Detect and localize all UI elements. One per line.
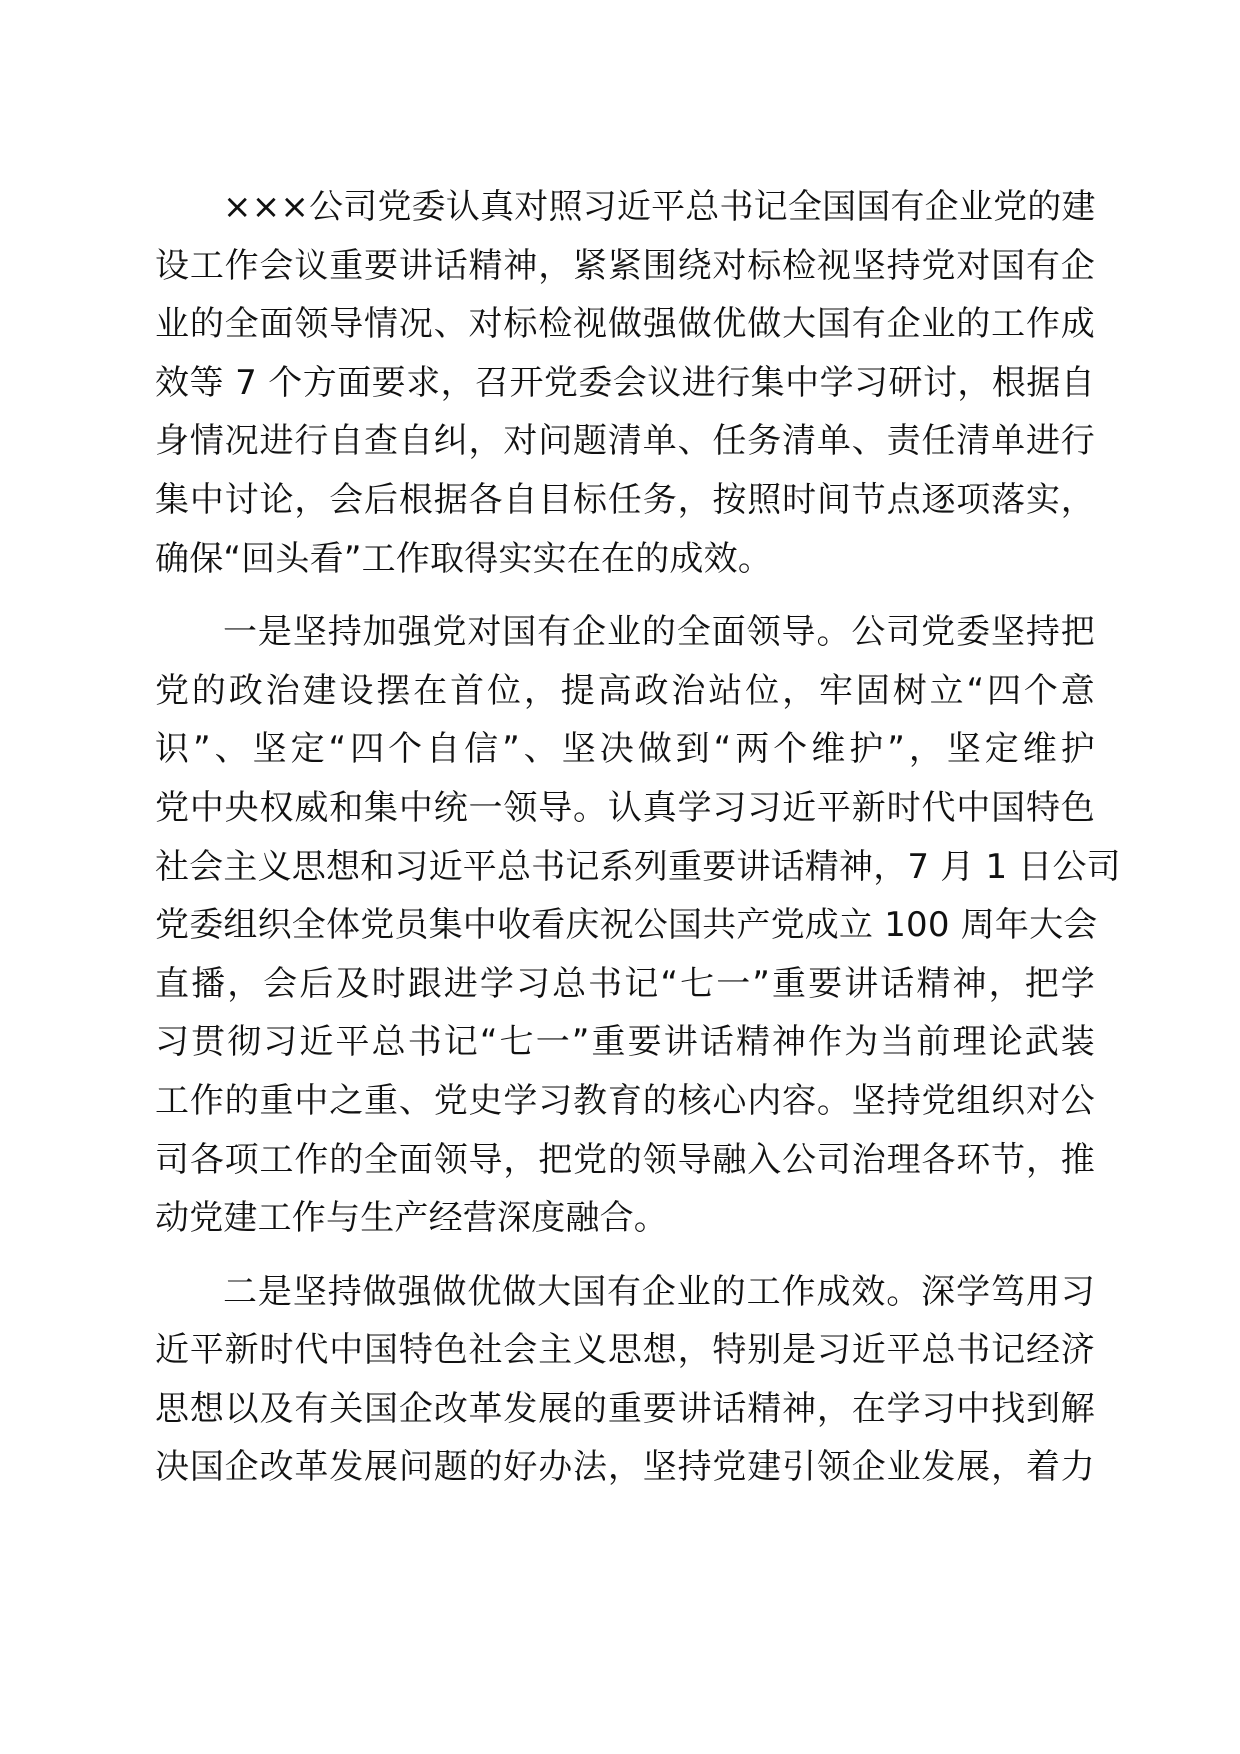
paragraph-line: 设工作会议重要讲话精神，紧紧围绕对标检视坚持党对国有企 <box>155 245 1095 286</box>
paragraph-1 <box>155 178 1095 588</box>
paragraph-line: 效等 7 个方面要求，召开党委会议进行集中学习研讨，根据自 <box>155 362 1095 403</box>
paragraph-line: 党委组织全体党员集中收看庆祝公国共产党成立 100 周年大会 <box>155 905 1098 946</box>
paragraph-line: 确保“回头看”工作取得实实在在的成效。 <box>155 538 773 579</box>
paragraph-line: 决国企改革发展问题的好办法，坚持党建引领企业发展，着力 <box>155 1447 1095 1488</box>
paragraph-line: 动党建工作与生产经营深度融合。 <box>155 1198 668 1239</box>
paragraph-line: 集中讨论，会后根据各自目标任务，按照时间节点逐项落实， <box>155 479 1095 520</box>
paragraph-line: 社会主义思想和习近平总书记系列重要讲话精神，7 月 1 日公司 <box>155 846 1121 887</box>
paragraph-line: 近平新时代中国特色社会主义思想，特别是习近平总书记经济 <box>155 1330 1095 1371</box>
paragraph-line: ×××公司党委认真对照习近平总书记全国国有企业党的建 <box>223 187 1096 227</box>
document-body <box>155 178 1121 1497</box>
paragraph-line: 党中央权威和集中统一领导。认真学习习近平新时代中国特色 <box>155 787 1095 828</box>
paragraph-line: 业的全面领导情况、对标检视做强做优做大国有企业的工作成 <box>155 304 1095 345</box>
paragraph-line: 身情况进行自查自纠，对问题清单、任务清单、责任清单进行 <box>155 421 1095 462</box>
paragraph-2 <box>155 603 1121 1248</box>
paragraph-line: 一是坚持加强党对国有企业的全面领导。公司党委坚持把 <box>223 612 1095 653</box>
paragraph-line: 习贯彻习近平总书记“七一”重要讲话精神作为当前理论武装 <box>155 1022 1095 1063</box>
paragraph-line: 工作的重中之重、党史学习教育的核心内容。坚持党组织对公 <box>155 1080 1095 1121</box>
paragraph-line: 二是坚持做强做优做大国有企业的工作成效。深学笃用习 <box>223 1271 1095 1312</box>
paragraph-line: 识”、坚定“四个自信”、坚决做到“两个维护”，坚定维护 <box>155 729 1095 770</box>
paragraph-line: 直播，会后及时跟进学习总书记“七一”重要讲话精神，把学 <box>155 963 1095 1004</box>
paragraph-line: 思想以及有关国企改革发展的重要讲话精神，在学习中找到解 <box>155 1388 1095 1429</box>
paragraph-3 <box>155 1263 1095 1497</box>
paragraph-spacer <box>155 1248 1095 1263</box>
paragraph-spacer <box>155 588 1095 603</box>
paragraph-line: 党的政治建设摆在首位，提高政治站位，牢固树立“四个意 <box>155 670 1095 711</box>
paragraph-line: 司各项工作的全面领导，把党的领导融入公司治理各环节，推 <box>155 1139 1095 1180</box>
